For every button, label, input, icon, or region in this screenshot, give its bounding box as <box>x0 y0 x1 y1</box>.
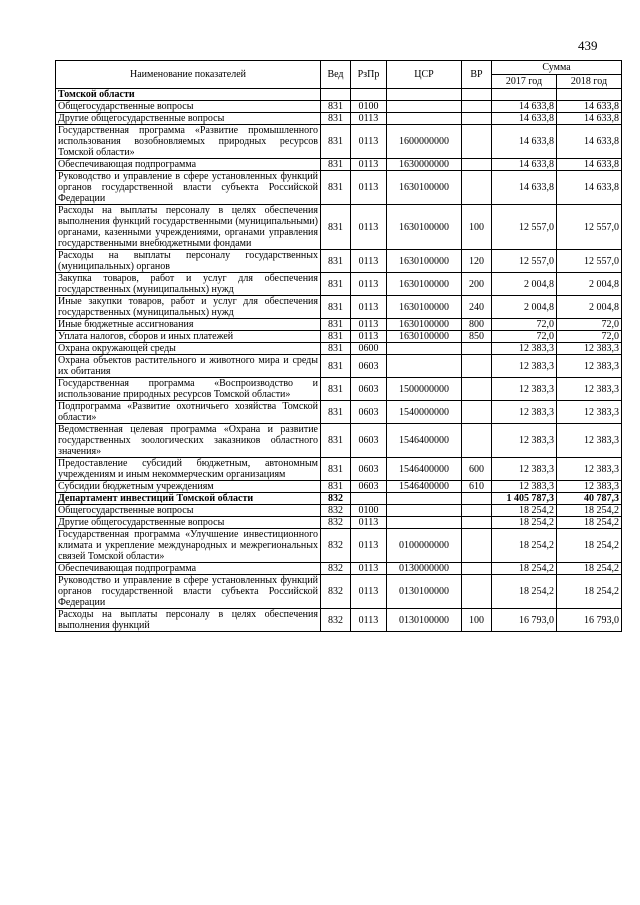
cell-sum-2017: 12 383,3 <box>492 355 557 378</box>
cell-ved: 831 <box>321 343 351 355</box>
cell-rzpr: 0100 <box>351 101 387 113</box>
table-row <box>56 609 622 632</box>
cell-rzpr: 0113 <box>351 159 387 171</box>
cell-name: Ведомственная целевая программа «Охрана и развитие государственных зоологических заказников областного значения» <box>56 424 321 458</box>
cell-ved <box>321 89 351 101</box>
cell-sum-2017: 18 254,2 <box>492 563 557 575</box>
table-row <box>56 331 622 343</box>
cell-vr <box>462 575 492 609</box>
cell-csr: 0130100000 <box>387 575 462 609</box>
cell-sum-2017: 12 557,0 <box>492 250 557 273</box>
cell-rzpr: 0603 <box>351 458 387 481</box>
cell-ved: 831 <box>321 171 351 205</box>
cell-vr <box>462 401 492 424</box>
cell-name: Томской области <box>56 89 321 101</box>
cell-rzpr: 0603 <box>351 355 387 378</box>
cell-csr <box>387 343 462 355</box>
cell-csr: 1630100000 <box>387 171 462 205</box>
cell-sum-2018: 12 383,3 <box>557 424 622 458</box>
cell-rzpr: 0100 <box>351 505 387 517</box>
table-row <box>56 563 622 575</box>
table-row <box>56 273 622 296</box>
cell-name: Уплата налогов, сборов и иных платежей <box>56 331 321 343</box>
cell-ved: 832 <box>321 609 351 632</box>
cell-sum-2018: 12 557,0 <box>557 205 622 250</box>
table-row <box>56 296 622 319</box>
cell-csr: 1540000000 <box>387 401 462 424</box>
header-csr: ЦСР <box>387 61 462 89</box>
table-row <box>56 575 622 609</box>
cell-vr <box>462 505 492 517</box>
cell-csr <box>387 517 462 529</box>
cell-sum-2018 <box>557 89 622 101</box>
cell-vr <box>462 563 492 575</box>
cell-sum-2018: 16 793,0 <box>557 609 622 632</box>
cell-sum-2018: 72,0 <box>557 331 622 343</box>
cell-ved: 831 <box>321 113 351 125</box>
cell-rzpr: 0113 <box>351 319 387 331</box>
cell-sum-2018: 40 787,3 <box>557 493 622 505</box>
cell-csr <box>387 355 462 378</box>
cell-sum-2017: 12 557,0 <box>492 205 557 250</box>
header-year-2017: 2017 год <box>492 75 557 89</box>
header-sum: Сумма <box>492 61 622 75</box>
table-body <box>56 89 622 632</box>
cell-ved: 831 <box>321 378 351 401</box>
cell-name: Охрана объектов растительного и животного мира и среды их обитания <box>56 355 321 378</box>
cell-sum-2018: 12 383,3 <box>557 458 622 481</box>
cell-sum-2018: 14 633,8 <box>557 101 622 113</box>
cell-sum-2018: 12 383,3 <box>557 481 622 493</box>
cell-vr: 200 <box>462 273 492 296</box>
cell-sum-2018: 14 633,8 <box>557 125 622 159</box>
cell-rzpr: 0113 <box>351 575 387 609</box>
cell-ved: 831 <box>321 101 351 113</box>
table-row <box>56 113 622 125</box>
table-row <box>56 517 622 529</box>
cell-name: Общегосударственные вопросы <box>56 101 321 113</box>
cell-sum-2018: 12 383,3 <box>557 378 622 401</box>
cell-rzpr: 0113 <box>351 125 387 159</box>
cell-sum-2018: 72,0 <box>557 319 622 331</box>
cell-vr <box>462 113 492 125</box>
cell-vr <box>462 517 492 529</box>
cell-csr <box>387 101 462 113</box>
cell-csr: 1600000000 <box>387 125 462 159</box>
cell-sum-2017: 14 633,8 <box>492 171 557 205</box>
cell-vr: 240 <box>462 296 492 319</box>
cell-vr <box>462 424 492 458</box>
table-row <box>56 378 622 401</box>
cell-csr: 1630000000 <box>387 159 462 171</box>
cell-name: Руководство и управление в сфере установленных функций органов государственной власти субъекта Российской Федерации <box>56 575 321 609</box>
table-row <box>56 101 622 113</box>
cell-ved: 831 <box>321 481 351 493</box>
cell-csr: 1546400000 <box>387 458 462 481</box>
table-row <box>56 343 622 355</box>
cell-sum-2018: 12 383,3 <box>557 355 622 378</box>
cell-ved: 831 <box>321 458 351 481</box>
cell-ved: 832 <box>321 563 351 575</box>
table-row <box>56 205 622 250</box>
cell-sum-2018: 12 383,3 <box>557 343 622 355</box>
cell-vr: 600 <box>462 458 492 481</box>
table-row <box>56 159 622 171</box>
cell-sum-2017: 12 383,3 <box>492 378 557 401</box>
cell-ved: 831 <box>321 319 351 331</box>
cell-csr: 0100000000 <box>387 529 462 563</box>
cell-sum-2017: 18 254,2 <box>492 505 557 517</box>
cell-vr: 100 <box>462 609 492 632</box>
cell-sum-2017: 72,0 <box>492 331 557 343</box>
cell-sum-2017: 14 633,8 <box>492 101 557 113</box>
cell-name: Другие общегосударственные вопросы <box>56 113 321 125</box>
cell-csr: 1546400000 <box>387 481 462 493</box>
cell-rzpr: 0113 <box>351 296 387 319</box>
table-row <box>56 481 622 493</box>
cell-rzpr: 0113 <box>351 205 387 250</box>
cell-ved: 831 <box>321 296 351 319</box>
cell-sum-2017: 12 383,3 <box>492 481 557 493</box>
cell-csr: 0130100000 <box>387 609 462 632</box>
cell-csr: 1630100000 <box>387 250 462 273</box>
cell-sum-2018: 18 254,2 <box>557 505 622 517</box>
table-row <box>56 319 622 331</box>
cell-rzpr: 0113 <box>351 273 387 296</box>
cell-name: Руководство и управление в сфере установленных функций органов государственной власти субъекта Российской Федерации <box>56 171 321 205</box>
cell-sum-2018: 18 254,2 <box>557 529 622 563</box>
cell-name: Обеспечивающая подпрограмма <box>56 159 321 171</box>
cell-sum-2017: 18 254,2 <box>492 575 557 609</box>
cell-sum-2018: 14 633,8 <box>557 171 622 205</box>
cell-sum-2017: 16 793,0 <box>492 609 557 632</box>
cell-ved: 831 <box>321 159 351 171</box>
cell-vr: 100 <box>462 205 492 250</box>
table-row <box>56 424 622 458</box>
cell-ved: 831 <box>321 205 351 250</box>
cell-sum-2017: 14 633,8 <box>492 159 557 171</box>
cell-sum-2018: 18 254,2 <box>557 575 622 609</box>
cell-sum-2018: 18 254,2 <box>557 563 622 575</box>
cell-ved: 832 <box>321 575 351 609</box>
cell-sum-2018: 2 004,8 <box>557 273 622 296</box>
cell-vr <box>462 89 492 101</box>
cell-ved: 832 <box>321 493 351 505</box>
table-row <box>56 125 622 159</box>
cell-ved: 831 <box>321 125 351 159</box>
cell-vr <box>462 529 492 563</box>
cell-csr: 1630100000 <box>387 296 462 319</box>
cell-csr: 1630100000 <box>387 273 462 296</box>
cell-csr <box>387 89 462 101</box>
table-row <box>56 458 622 481</box>
cell-sum-2017: 12 383,3 <box>492 458 557 481</box>
cell-rzpr: 0113 <box>351 250 387 273</box>
cell-name: Расходы на выплаты персоналу в целях обеспечения выполнения функций <box>56 609 321 632</box>
cell-rzpr: 0600 <box>351 343 387 355</box>
cell-sum-2017: 12 383,3 <box>492 401 557 424</box>
cell-name: Государственная программа «Развитие промышленного использования возобновляемых природных ресурсов Томской области» <box>56 125 321 159</box>
cell-name: Закупка товаров, работ и услуг для обеспечения государственных (муниципальных) нужд <box>56 273 321 296</box>
cell-ved: 831 <box>321 355 351 378</box>
cell-rzpr <box>351 493 387 505</box>
cell-vr <box>462 343 492 355</box>
cell-csr: 1630100000 <box>387 331 462 343</box>
cell-vr: 850 <box>462 331 492 343</box>
cell-rzpr: 0603 <box>351 481 387 493</box>
cell-vr <box>462 378 492 401</box>
header-vr: ВР <box>462 61 492 89</box>
cell-name: Иные бюджетные ассигнования <box>56 319 321 331</box>
cell-sum-2018: 12 557,0 <box>557 250 622 273</box>
cell-rzpr: 0113 <box>351 529 387 563</box>
cell-vr <box>462 101 492 113</box>
cell-rzpr <box>351 89 387 101</box>
cell-ved: 831 <box>321 273 351 296</box>
cell-ved: 831 <box>321 331 351 343</box>
cell-ved: 831 <box>321 401 351 424</box>
header-name: Наименование показателей <box>56 61 321 89</box>
cell-vr: 120 <box>462 250 492 273</box>
cell-sum-2017: 12 383,3 <box>492 424 557 458</box>
cell-csr: 0130000000 <box>387 563 462 575</box>
cell-sum-2017: 72,0 <box>492 319 557 331</box>
cell-csr: 1630100000 <box>387 319 462 331</box>
cell-csr: 1500000000 <box>387 378 462 401</box>
cell-sum-2017: 2 004,8 <box>492 273 557 296</box>
table-row <box>56 171 622 205</box>
budget-table <box>55 60 622 632</box>
cell-name: Департамент инвестиций Томской области <box>56 493 321 505</box>
cell-csr <box>387 113 462 125</box>
cell-sum-2017: 18 254,2 <box>492 517 557 529</box>
cell-sum-2018: 14 633,8 <box>557 113 622 125</box>
cell-sum-2018: 14 633,8 <box>557 159 622 171</box>
header-ved: Вед <box>321 61 351 89</box>
cell-sum-2017: 14 633,8 <box>492 125 557 159</box>
table-row <box>56 401 622 424</box>
cell-name: Предоставление субсидий бюджетным, автономным учреждениям и иным некоммерческим организациям <box>56 458 321 481</box>
cell-ved: 832 <box>321 529 351 563</box>
cell-vr <box>462 125 492 159</box>
cell-name: Расходы на выплаты персоналу в целях обеспечения выполнения функций государственными (муниципальными) органами, казенными учреждениями, органами управления государственными внебюджетными фондами <box>56 205 321 250</box>
cell-name: Субсидии бюджетным учреждениям <box>56 481 321 493</box>
cell-csr <box>387 493 462 505</box>
cell-sum-2018: 18 254,2 <box>557 517 622 529</box>
page-number: 439 <box>578 38 598 53</box>
cell-rzpr: 0113 <box>351 113 387 125</box>
cell-name: Иные закупки товаров, работ и услуг для обеспечения государственных (муниципальных) нужд <box>56 296 321 319</box>
table-row <box>56 355 622 378</box>
cell-sum-2018: 12 383,3 <box>557 401 622 424</box>
cell-vr <box>462 159 492 171</box>
cell-sum-2018: 2 004,8 <box>557 296 622 319</box>
cell-rzpr: 0603 <box>351 401 387 424</box>
cell-name: Другие общегосударственные вопросы <box>56 517 321 529</box>
cell-ved: 831 <box>321 424 351 458</box>
header-rzpr: РзПр <box>351 61 387 89</box>
table-row <box>56 89 622 101</box>
table-row <box>56 529 622 563</box>
cell-csr: 1546400000 <box>387 424 462 458</box>
cell-rzpr: 0113 <box>351 563 387 575</box>
cell-rzpr: 0113 <box>351 171 387 205</box>
table-row <box>56 505 622 517</box>
cell-rzpr: 0113 <box>351 331 387 343</box>
cell-name: Подпрограмма «Развитие охотничьего хозяйства Томской области» <box>56 401 321 424</box>
cell-rzpr: 0603 <box>351 378 387 401</box>
cell-ved: 832 <box>321 505 351 517</box>
cell-csr <box>387 505 462 517</box>
cell-rzpr: 0113 <box>351 517 387 529</box>
cell-vr <box>462 493 492 505</box>
cell-sum-2017: 12 383,3 <box>492 343 557 355</box>
cell-ved: 831 <box>321 250 351 273</box>
cell-sum-2017: 14 633,8 <box>492 113 557 125</box>
header-year-2018: 2018 год <box>557 75 622 89</box>
cell-name: Расходы на выплаты персоналу государственных (муниципальных) органов <box>56 250 321 273</box>
cell-ved: 832 <box>321 517 351 529</box>
cell-sum-2017: 1 405 787,3 <box>492 493 557 505</box>
cell-sum-2017: 18 254,2 <box>492 529 557 563</box>
table-row <box>56 493 622 505</box>
cell-vr: 610 <box>462 481 492 493</box>
cell-sum-2017 <box>492 89 557 101</box>
cell-name: Охрана окружающей среды <box>56 343 321 355</box>
cell-name: Государственная программа «Воспроизводство и использование природных ресурсов Томской области» <box>56 378 321 401</box>
cell-vr: 800 <box>462 319 492 331</box>
cell-csr: 1630100000 <box>387 205 462 250</box>
table-row <box>56 250 622 273</box>
cell-sum-2017: 2 004,8 <box>492 296 557 319</box>
cell-rzpr: 0603 <box>351 424 387 458</box>
cell-vr <box>462 171 492 205</box>
cell-name: Общегосударственные вопросы <box>56 505 321 517</box>
cell-rzpr: 0113 <box>351 609 387 632</box>
cell-vr <box>462 355 492 378</box>
cell-name: Государственная программа «Улучшение инвестиционного климата и укрепление международных и межрегиональных связей Томской области» <box>56 529 321 563</box>
cell-name: Обеспечивающая подпрограмма <box>56 563 321 575</box>
